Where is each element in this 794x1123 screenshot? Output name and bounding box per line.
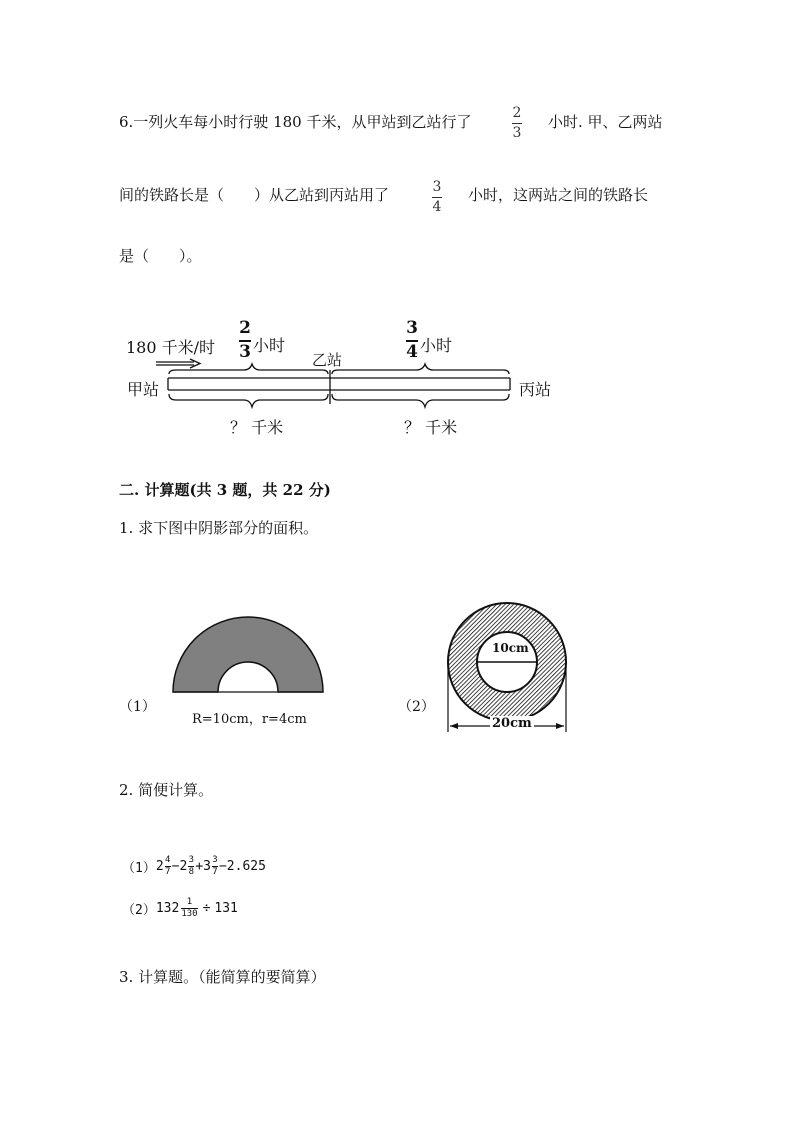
fraction-numerator: 3 <box>432 179 442 195</box>
q6-fraction-2-3 <box>512 106 522 140</box>
fraction-denominator: 3 <box>512 125 522 141</box>
station-c-label: 丙站 <box>519 380 552 399</box>
arrowhead-right <box>556 723 564 729</box>
lower-brace-b <box>332 394 509 407</box>
operator-minus: − <box>171 859 180 874</box>
section2-heading: 二. 计算题(共 3 题，共 22 分) <box>119 481 331 499</box>
expression-2 <box>122 898 238 919</box>
unknown-distance-a: ？ 千米 <box>230 418 284 437</box>
fig1-label: （1） <box>119 699 156 715</box>
q6-line1-a: 6.一列火车每小时行驶 180 千米，从甲站到乙站行了 <box>119 113 472 131</box>
mixed-number-fraction <box>188 856 194 877</box>
q2-text: 2. 简便计算。 <box>119 781 214 799</box>
q6-line1-b: 小时. 甲、乙两站 <box>548 113 663 131</box>
mixed-number-whole: 3 <box>203 859 211 874</box>
expr1-label: （1） <box>122 861 156 876</box>
hours-label-a: 小时 <box>253 336 286 355</box>
fraction-denominator: 8 <box>188 867 195 877</box>
fig1-caption: R=10cm，r=4cm <box>192 712 307 727</box>
fraction-denominator: 130 <box>181 909 198 919</box>
q6-line3: 是（ ）。 <box>119 247 202 265</box>
operator-plus: + <box>195 859 204 874</box>
expr2-label: （2） <box>122 903 156 918</box>
mixed-number-fraction <box>212 856 218 877</box>
unknown-distance-b: ？ 千米 <box>404 418 458 437</box>
station-a-label: 甲站 <box>127 380 160 399</box>
expression-1 <box>122 856 266 877</box>
mixed-number-whole: 2 <box>179 859 188 874</box>
mixed-number-whole: 132 <box>155 901 180 916</box>
decimal-value: 2.625 <box>226 859 266 874</box>
shaded-half-ring <box>173 617 323 692</box>
operator-divide: ÷ <box>202 901 211 916</box>
fraction-numerator: 3 <box>212 855 218 865</box>
upper-brace-b <box>332 364 509 374</box>
station-b-label: 乙站 <box>312 351 343 369</box>
q1-text: 1. 求下图中阴影部分的面积。 <box>119 519 319 537</box>
fraction-numerator: 3 <box>406 318 418 338</box>
fraction-denominator: 4 <box>432 199 442 215</box>
operator-minus: − <box>218 859 227 874</box>
mixed-number-fraction <box>165 856 171 877</box>
fraction-numerator: 1 <box>186 897 193 907</box>
fig2-outer-diameter-label: 20cm <box>492 716 532 731</box>
fraction-denominator: 7 <box>164 867 171 877</box>
fraction-numerator: 3 <box>188 855 195 865</box>
fraction-numerator: 2 <box>512 105 522 121</box>
fig1-half-annulus <box>170 612 326 694</box>
fraction-denominator: 4 <box>406 342 418 362</box>
hours-label-b: 小时 <box>420 336 453 355</box>
fig2-label: （2） <box>398 699 435 715</box>
q6-fraction-3-4 <box>432 180 442 214</box>
diagram-lines <box>118 316 568 441</box>
fig2-inner-diameter-label: 10cm <box>492 641 529 655</box>
speed-label: 180 千米/时 <box>126 338 216 357</box>
mixed-number-fraction <box>181 898 197 919</box>
lower-brace-a <box>169 394 328 407</box>
arrowhead-left <box>450 723 458 729</box>
fraction-denominator: 3 <box>239 342 251 362</box>
q6-line2-b: 小时，这两站之间的铁路长 <box>468 186 649 204</box>
fraction-numerator: 2 <box>239 318 251 338</box>
fraction-denominator: 7 <box>212 867 218 877</box>
fraction-numerator: 4 <box>164 855 171 865</box>
distance-diagram <box>118 316 568 441</box>
q6-line2-a: 间的铁路长是（ ）从乙站到丙站用了 <box>119 186 390 204</box>
mixed-number-whole: 2 <box>155 859 164 874</box>
q3-text: 3. 计算题。（能简算的要简算） <box>119 968 326 986</box>
arrow-head <box>190 359 200 368</box>
divisor-value: 131 <box>214 901 238 916</box>
